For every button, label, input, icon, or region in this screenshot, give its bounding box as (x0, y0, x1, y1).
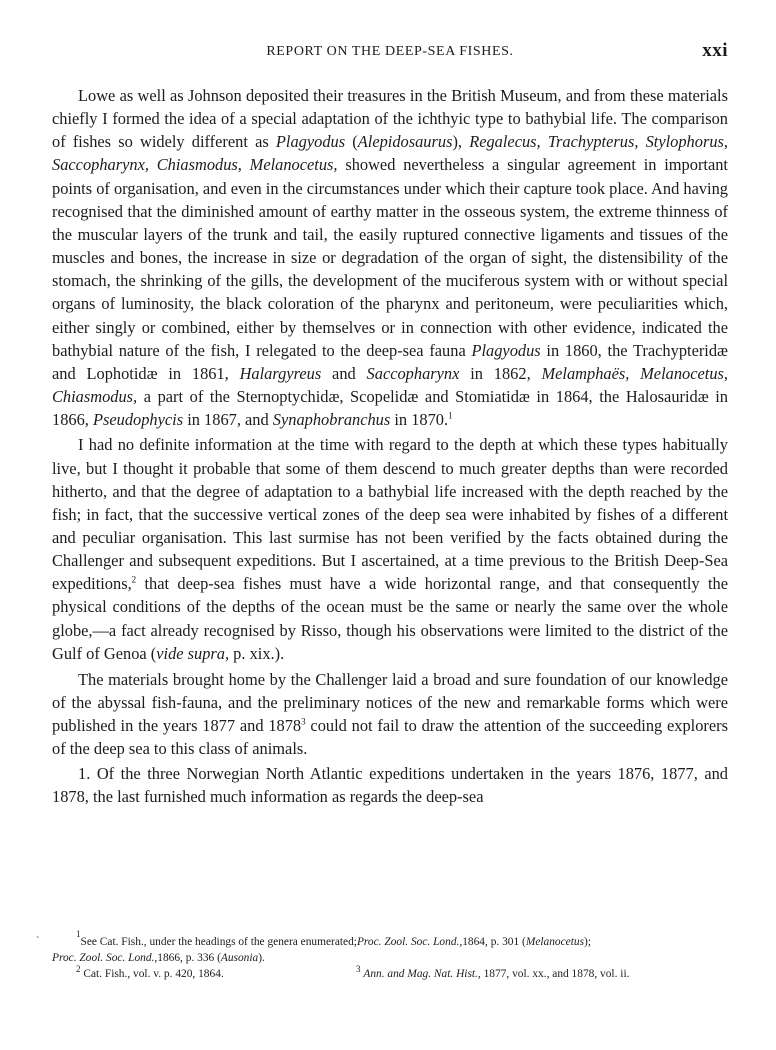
italic-text: Melamphaës, Melanocetus, Chiasmodus, (52, 363, 728, 407)
italic-text: Melanocetus (525, 936, 585, 948)
italic-text: vide supra, (156, 643, 230, 663)
text-run: See Cat. Fish., under the headings of the genera enumerated; (80, 936, 357, 948)
text-run: Cat. Fish., vol. v. p. 420, 1864. (80, 968, 224, 980)
footnote-marker: 1 (448, 410, 453, 421)
footnote-marker: 2 (76, 964, 81, 975)
paragraph (52, 668, 728, 761)
italic-text: Ausonia (220, 952, 259, 964)
page-header (52, 38, 728, 64)
text-run: ( (345, 132, 358, 152)
footnote-marker: 3 (356, 964, 361, 975)
text-run: in 1870. (390, 410, 449, 430)
text-run: 1864, p. 301 ( (462, 936, 526, 948)
text-run: in 1860, the Trachypteridæ and Lophotidæ in 1861, (52, 340, 728, 383)
text-run: 1866, p. 336 ( (157, 952, 221, 964)
footnote-marker: 1 (76, 929, 81, 939)
italic-text: Synaphobranchus (272, 410, 391, 430)
text-run: and (321, 363, 367, 383)
italic-text: Alepidosaurus (357, 132, 453, 152)
text-run: ); (584, 936, 591, 948)
footnote-1 (52, 929, 728, 950)
footnote-2 (52, 966, 356, 982)
text-run: I had no definite information at the time with regard to the depth at which these types habitually live, but I thought it probable that some of them descend to much greater depths than were recorded hitherto, and that the degree of adaptation to a bathybial life increased with the depth reached by the fish; in fact, that the successive vertical zones of the deep sea were inhabited by fishes of a different and peculiar organisation. This last surmise has not been verified by the facts obtained during the Challenger and subsequent expeditions. But I ascertained, at a time previous to the British Deep-Sea expeditions, (52, 435, 728, 594)
text-run: 1. Of the three Norwegian North Atlantic expeditions undertaken in the years 1876, 1877, and 1878, the last furnished much information as regards the deep-sea (52, 763, 728, 806)
paragraph (52, 84, 728, 431)
page-number: xxi (702, 40, 728, 61)
margin-mark: ` (36, 936, 40, 947)
text-run: p. xix.). (229, 643, 285, 663)
italic-text: Regalecus, Trachypterus, Stylophorus, Saccopharynx, Chiasmodus, Melanocetus, (52, 132, 728, 175)
running-title: REPORT ON THE DEEP-SEA FISHES. (266, 44, 514, 59)
text-run: 1877, vol. xx., and 1878, vol. ii. (480, 968, 630, 980)
footnote-marker: 3 (301, 716, 306, 727)
body-text (52, 84, 728, 808)
italic-text: Plagyodus (275, 132, 346, 152)
text-run: that deep-sea fishes must have a wide horizontal range, and that consequently the physical conditions of the depths of the ocean must be the same or nearly the same over the whole globe,—a fact already recognised by Risso, though his observations were limited to the district of the Gulf of Genoa ( (52, 574, 728, 663)
paragraph (52, 433, 728, 665)
text-run: showed nevertheless a singular agreement in important points of organisation, and even in the circumstances under which their capture took place. And having recognised that the diminished amount of earthy matter in the osseous system, the extreme thinness of the muscular layers of the trunk and tail, the easily ruptured connective ligaments and tissues of the muscles and bones, the increase in size or degradation of the organ of sight, the distensibility of the stomach, the shrinking of the gills, the development of the muciferous system with or without special organs of luminosity, the black coloration of the pharynx and peritoneum, were peculiarities which, either singly or combined, either by themselves or in connection with other evidence, indicated the bathybial nature of the fish, I relegated to the deep-sea fauna (52, 155, 728, 360)
text-run: could not fail to draw the attention of the succeeding explorers of the deep sea to this class of animals. (52, 716, 728, 759)
footnote-marker: 2 (131, 574, 137, 585)
text-run: in 1867, and (183, 410, 273, 430)
italic-text: Plagyodus (471, 340, 541, 360)
italic-text: Pseudophycis (92, 410, 184, 430)
text-run: in 1862, (459, 363, 542, 383)
footnote-3 (356, 966, 728, 982)
italic-text: Ann. and Mag. Nat. Hist., (363, 968, 481, 980)
italic-text: Saccopharynx (366, 363, 460, 383)
paragraph (52, 762, 728, 808)
footnote-1-continued (52, 950, 728, 966)
footnotes (52, 929, 728, 982)
text-run: The materials brought home by the Challenger laid a broad and sure foundation of our knowledge of the abyssal fish-fauna, and the preliminary notices of the new and remarkable forms which were published in the years 1877 and 1878 (52, 669, 728, 736)
text-run: a part of the Sternoptychidæ, Scopelidæ and Stomiatidæ in 1864, the Halosauridæ in 1866, (52, 387, 728, 430)
italic-text: Proc. Zool. Soc. Lond., (356, 936, 463, 948)
text-run: ), (452, 132, 470, 152)
text-run: ). (258, 952, 265, 964)
italic-text: Halargyreus (239, 363, 322, 383)
text-run: Lowe as well as Johnson deposited their treasures in the British Museum, and from these materials chiefly I formed the idea of a special adaptation of the ichthyic type to bathybial life. The comparison of fishes so widely different as (52, 86, 728, 152)
italic-text: Proc. Zool. Soc. Lond., (52, 952, 158, 964)
